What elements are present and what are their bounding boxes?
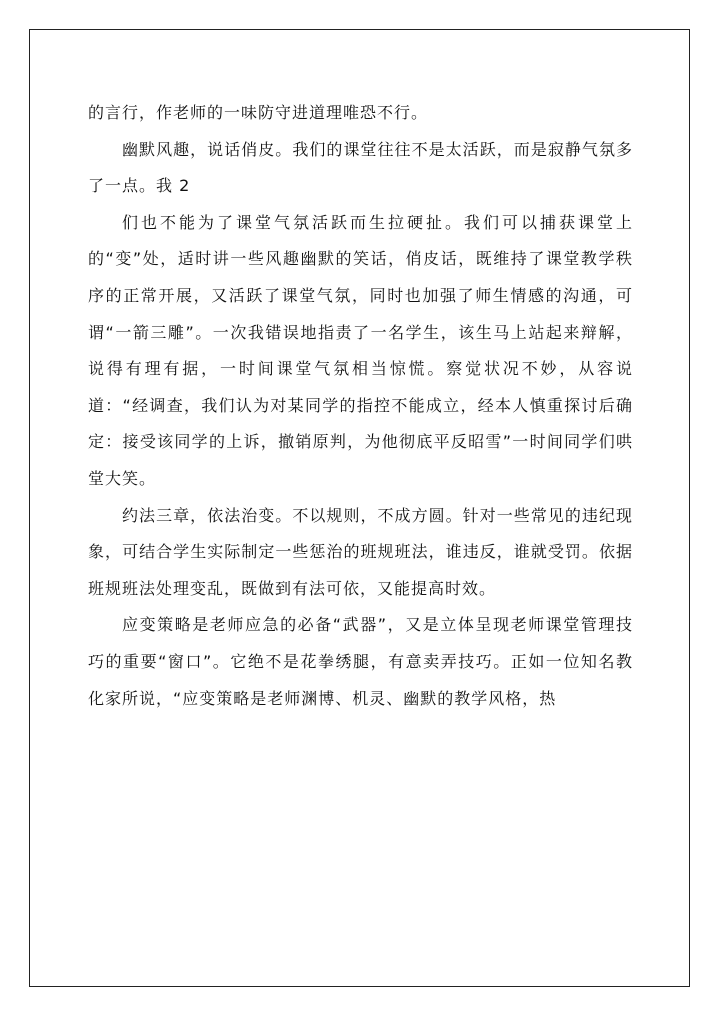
paragraph-rules: 约法三章，依法治变。不以规则，不成方圆。针对一些常见的违纪现象，可结合学生实际制定一些惩治的班规班法，谁违反，谁就受罚。依据班规班法处理变乱，既做到有法可依，又能提高时效。 (88, 505, 633, 598)
document-body (88, 95, 633, 717)
paragraph-humor: 幽默风趣，说话俏皮。我们的课堂往往不是太活跃，而是寂静气氛多了一点。我 2 (88, 139, 633, 196)
paragraph-humor-example: 们也不能为了课堂气氛活跃而生拉硬扯。我们可以捕获课堂上的“变”处，适时讲一些风趣幽默的笑话，俏皮话，既维持了课堂教学秩序的正常开展，又活跃了课堂气氛，同时也加强了师生情感的沟通，可谓“一箭三雕”。一次我错误地指责了一名学生，该生马上站起来辩解，说得有理有据，一时间课堂气氛相当惊慌。察觉状况不妙，从容说道：“经调查，我们认为对某同学的指控不能成立，经本人慎重探讨后确定：接受该同学的上诉，撤销原判，为他彻底平反昭雪”一时间同学们哄堂大笑。 (88, 212, 633, 488)
paragraph-strategy: 应变策略是老师应急的必备“武器”，又是立体呈现老师课堂管理技巧的重要“窗口”。它绝不是花拳绣腿，有意卖弄技巧。正如一位知名教化家所说，“应变策略是老师渊博、机灵、幽默的教学风格，热 (88, 615, 633, 708)
paragraph-continuation: 的言行，作老师的一味防守进道理唯恐不行。 (88, 103, 429, 122)
